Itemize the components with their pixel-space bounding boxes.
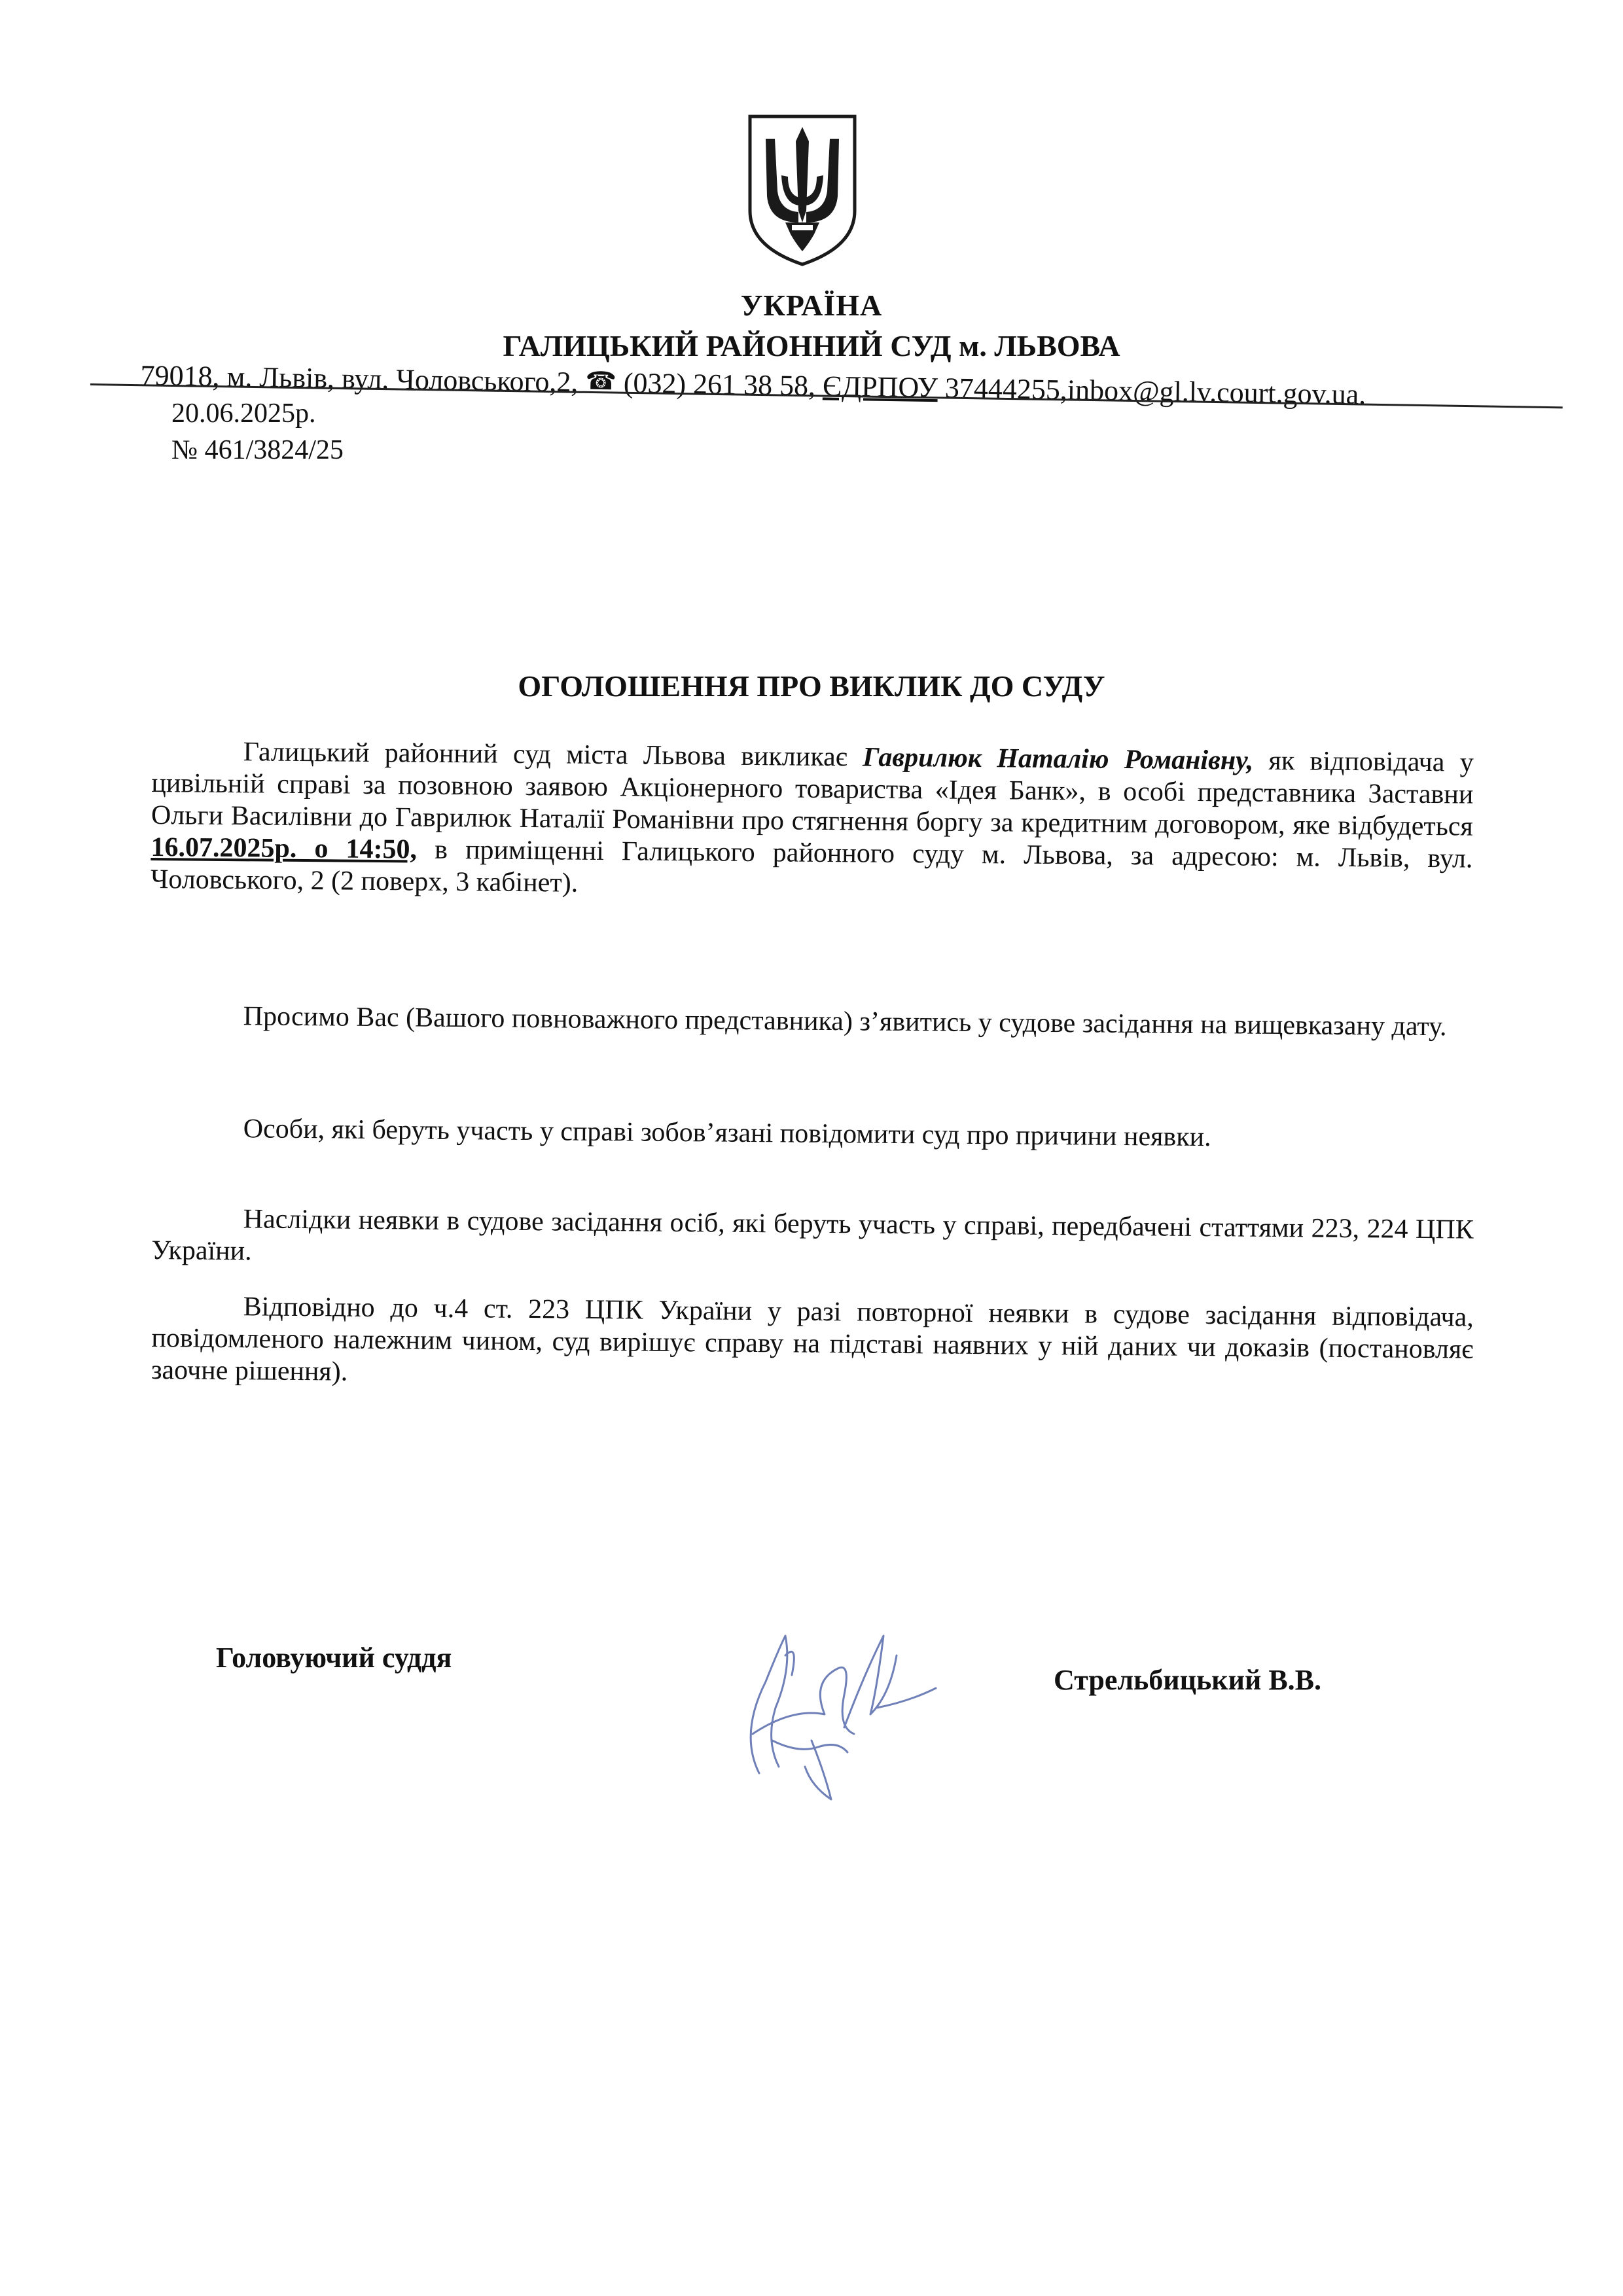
paragraph-text: як відповідача у цивільній справі за позовною заявою Акціонерного товариства «Ідея Банк», в особі представника Заставни Ольги Василівни до Гаврилюк Наталії Романівни про стягнення боргу за кредитним договором, яке відбудеться xyxy=(151,745,1474,842)
court-name-heading: ГАЛИЦЬКИЙ РАЙОННИЙ СУД м. ЛЬВОВА xyxy=(503,329,1120,362)
default-judgment-paragraph: Відповідно до ч.4 ст. 223 ЦПК України у разі повторної неявки в судове засідання відповідача, повідомленого належним чином, суд вирішує справу на підставі наявних у ній даних чи доказів (постановляє заочне рішення). xyxy=(151,1292,1474,1387)
trident-coat-of-arms-icon xyxy=(746,113,859,268)
document-date: 20.06.2025р. xyxy=(171,398,316,429)
address-text: 79018, м. Львів, вул. Чоловського,2, xyxy=(140,359,579,398)
telephone-icon: ☎ xyxy=(585,367,617,396)
presiding-judge-label: Головуючий суддя xyxy=(216,1642,452,1674)
document-title: ОГОЛОШЕННЯ ПРО ВИКЛИК ДО СУДУ xyxy=(518,669,1105,703)
case-number: № 461/3824/25 xyxy=(171,435,344,465)
consequences-paragraph: Наслідки неявки в судове засідання осіб, які беруть участь у справі, передбачені статтями 223, 224 ЦПК України. xyxy=(151,1204,1474,1267)
paragraph-text: Галицький районний суд міста Львова викликає xyxy=(243,737,863,773)
phone-number: (032) 261 38 58 xyxy=(623,366,809,402)
hearing-datetime: 16.07.2025р. о 14:50, xyxy=(151,832,418,865)
edrpou-label: ЄДРПОУ xyxy=(822,370,938,404)
court-address-line: 79018, м. Львів, вул. Чоловського,2, ☎ (032) 261 38 58, ЄДРПОУ 37444255,inbox@gl.lv.court.gov.ua. xyxy=(140,359,1366,411)
paragraph-text: в приміщенні Галицького районного суду м. Львова, за адресою: м. Львів, вул. Чоловського, 2 (2 поверх, 3 кабінет). xyxy=(150,834,1473,898)
judge-name: Стрельбицький В.В. xyxy=(1054,1664,1322,1696)
edrpou-and-email: 37444255,inbox@gl.lv.court.gov.ua. xyxy=(944,372,1366,411)
handwritten-signature xyxy=(713,1577,949,1819)
request-paragraph: Просимо Вас (Вашого повноважного представника) з’явитись у судове засідання на вищевказану дату. xyxy=(243,1001,1447,1042)
notification-paragraph: Особи, які беруть участь у справі зобов’язані повідомити суд про причини неявки. xyxy=(243,1114,1211,1153)
country-heading: УКРАЇНА xyxy=(740,289,883,322)
defendant-name: Гаврилюк Наталію Романівну, xyxy=(862,742,1254,776)
summons-paragraph xyxy=(151,735,1474,908)
